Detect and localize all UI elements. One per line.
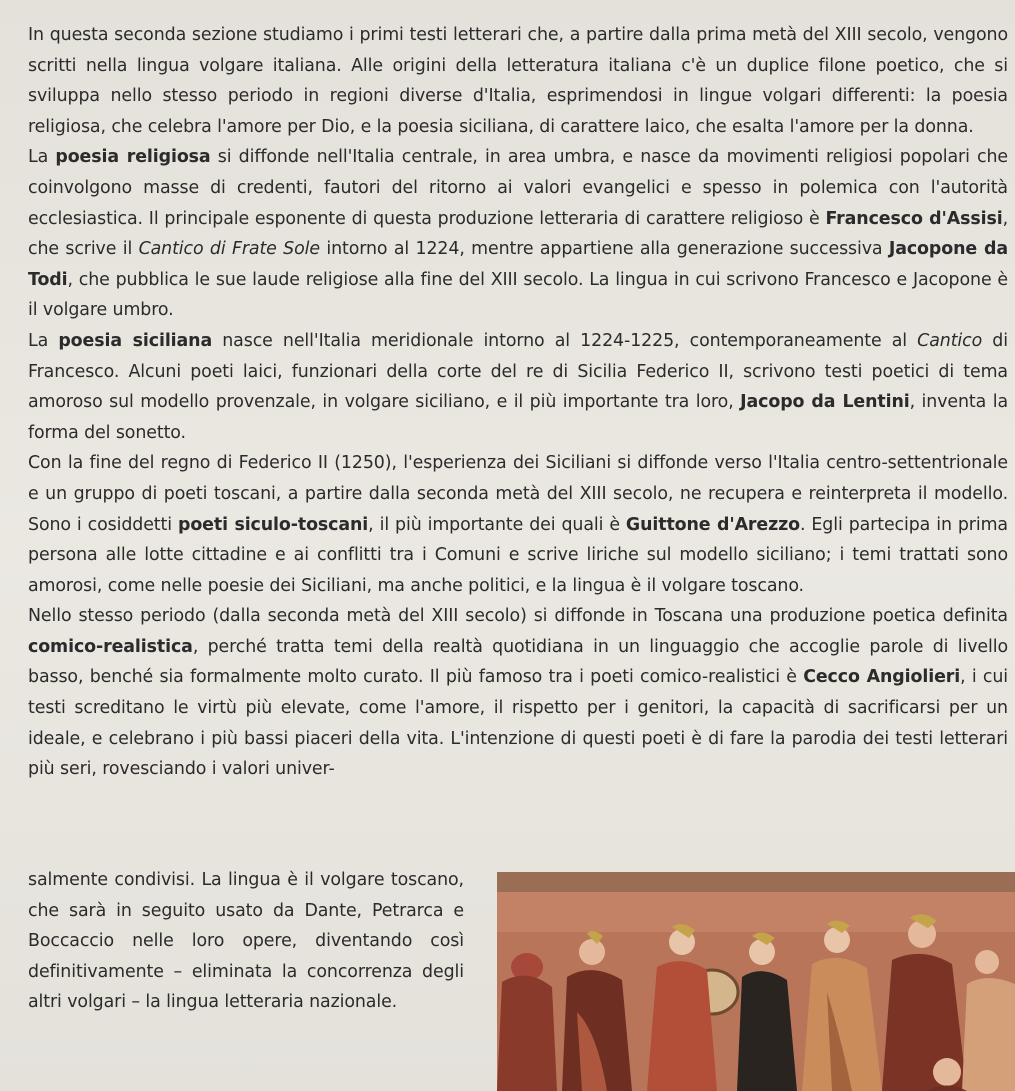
wrapped-text-column — [28, 865, 464, 1018]
text-run: , perché tratta temi della realtà quotidiana in un linguaggio che accoglie parole di livello basso, benché sia formalmente molto curato. Il più famoso tra i poeti comico-realistici è — [28, 636, 1008, 688]
text-run: si diffonde nell'Italia centrale, in area umbra, e nasce da movimenti religiosi popolari che coinvolgono masse di credenti, fautori del ritorno ai valori evangelici e spesso in polemica con l'autorità ecclesiastica. Il principale esponente di questa produzione letteraria di carattere religioso è — [28, 147, 1009, 229]
text-run: In questa seconda sezione studiamo i primi testi letterari che, a partire dalla prima metà del XIII secolo, vengono scritti nella lingua volgare italiana. Alle origini della letteratura italiana c'è un duplice filone poetico, che si sviluppa nello stesso periodo in regioni diverse d'Italia, esprimendosi in lingue volgari differenti: la poesia religiosa, che celebra l'amore per Dio, e la poesia siciliana, di carattere laico, che esalta l'amore per la donna. — [28, 25, 1008, 137]
bold-term: Cecco Angiolieri — [803, 667, 961, 688]
text-run: , inventa la forma del sonetto. — [28, 392, 1008, 443]
text-run: Nello stesso periodo (dalla seconda metà del XIII secolo) si diffonde in Toscana una produzione poetica definita — [28, 606, 1008, 627]
bold-term: comico-realistica — [28, 636, 193, 657]
text-run: , il più importante dei quali è — [368, 514, 626, 535]
dancing-figures-image — [497, 872, 1015, 1091]
bold-term: Guittone d'Arezzo — [625, 514, 800, 535]
text-run: , i cui testi screditano le virtù più elevate, come l'amore, il rispetto per i genitori, la capacità di sacrificarsi per un ideale, e celebrano i più bassi piaceri della vita. L'intenzione di questi poeti è di fare la parodia dei testi letterari più seri, rovesciando i valori univer- — [28, 667, 1009, 780]
text-run: Con la fine del regno di Federico II (1250), l'esperienza dei Siciliani si diffonde verso l'Italia centro-settentrionale e un gruppo di poeti toscani, a partire dalla seconda metà del XIII secolo, ne recupera e reinterpreta il modello. Sono i cosiddetti — [28, 453, 1008, 535]
text-run: . Egli partecipa in prima persona alle lotte cittadine e ai conflitti tra i Comuni e scrive liriche sul modello siciliano; i temi trattati sono amorosi, come nelle poesie dei Siciliani, ma anche politici, e la lingua è il volgare toscano. — [28, 514, 1008, 596]
bold-term: poesia religiosa — [55, 147, 211, 168]
fresco-illustration — [497, 872, 1015, 1091]
text-run: , che pubblica le sue laude religiose alla fine del XIII secolo. La lingua in cui scrivono Francesco e Jacopone è il volgare umbro. — [28, 269, 1008, 321]
bold-term: Jacopone da Todi — [28, 239, 1008, 290]
text-run: salmente condivisi. La lingua è il volgare toscano, che sarà in seguito usato da Dante, Petrarca e Boccaccio nelle loro opere, diventando così definitivamente – eliminata la concorrenza degli altri volgari – la lingua letteraria nazionale. — [28, 870, 464, 1013]
paragraph-comico-realistica — [28, 601, 1008, 785]
paragraph-siculo-toscani — [28, 448, 1008, 601]
bold-term: poesia siciliana — [58, 330, 213, 351]
paragraph-conclusion — [28, 865, 464, 1018]
text-run: La — [28, 330, 59, 351]
bold-term: Jacopo da Lentini — [740, 392, 910, 413]
bold-term: poeti siculo-toscani — [177, 514, 369, 535]
paragraph-intro — [28, 20, 1008, 142]
text-run: La — [28, 147, 56, 168]
main-text-column — [28, 20, 1008, 785]
paragraph-poesia-religiosa — [28, 142, 1008, 326]
italic-title: Cantico di Frate Sole — [138, 239, 320, 260]
bold-term: Francesco d'Assisi — [825, 208, 1003, 229]
paragraph-poesia-siciliana — [28, 326, 1008, 448]
text-run: , che scrive il — [28, 208, 1009, 260]
text-run: intorno al 1224, mentre appartiene alla generazione successiva — [319, 239, 889, 260]
italic-title: Cantico — [917, 330, 983, 351]
text-run: nasce nell'Italia meridionale intorno al 1224-1225, contemporaneamente al — [212, 330, 918, 351]
text-run: di Francesco. Alcuni poeti laici, funzionari della corte del re di Sicilia Federico II, scrivono testi poetici di tema amoroso sul modello provenzale, in volgare siciliano, e il più importante tra loro, — [28, 330, 1008, 413]
